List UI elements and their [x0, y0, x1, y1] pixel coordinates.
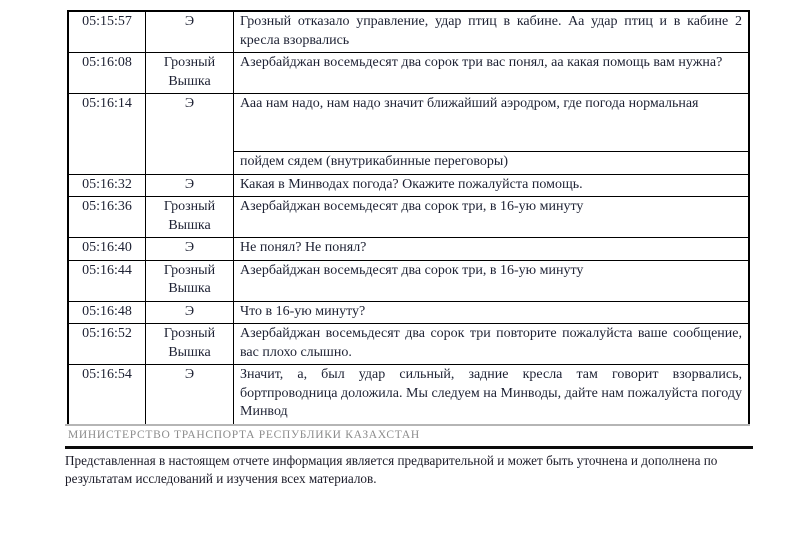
- message-text: Не понял? Не понял?: [240, 240, 367, 255]
- footer-top-rule: [65, 424, 750, 426]
- message-text: Какая в Минводах погода? Окажите пожалуйста помощь.: [240, 176, 583, 192]
- transcript-row: [69, 93, 748, 174]
- time-cell: 05:16:52: [69, 324, 146, 364]
- speaker-cell: Э: [146, 175, 234, 197]
- transcript-row: [69, 364, 748, 424]
- message-text: Азербайджан восемьдесят два сорок три, в 16-ую минуту: [240, 199, 584, 214]
- message-text: Что в 16-ую минуту?: [240, 303, 366, 319]
- time-cell: 05:16:08: [69, 53, 146, 93]
- time-cell: 05:16:14: [69, 94, 146, 174]
- message-text: Азербайджан восемьдесят два сорок три, в 16-ую минуту: [240, 262, 584, 278]
- message-cell-group: [234, 365, 748, 424]
- speaker-cell: Э: [146, 302, 234, 324]
- message-text: Азербайджан восемьдесят два сорок три вас понял, аа какая помощь вам нужна?: [240, 55, 723, 70]
- message-cell-group: [234, 197, 748, 237]
- message-cell-group: [234, 324, 748, 364]
- message-cell-group: [234, 94, 748, 174]
- time-cell: 05:16:44: [69, 261, 146, 301]
- speaker-cell: Э: [146, 94, 234, 174]
- transcript-row: [69, 301, 748, 324]
- message-cell-group: [234, 238, 748, 260]
- transcript-row: [69, 323, 748, 364]
- time-cell: 05:15:57: [69, 12, 146, 52]
- speaker-cell: Грозный Вышка: [146, 53, 234, 93]
- transcript-table: [67, 10, 750, 426]
- time-cell: 05:16:40: [69, 238, 146, 260]
- message-text: Азербайджан восемьдесят два сорок три повторите пожалуйста ваше сообщение, вас плохо слышно.: [240, 326, 742, 360]
- time-cell: 05:16:36: [69, 197, 146, 237]
- message-text: Грозный отказало управление, удар птиц в кабине. Аа удар птиц и в кабине 2 кресла взорвались: [240, 14, 742, 48]
- speaker-cell: Грозный Вышка: [146, 324, 234, 364]
- message-cell-group: [234, 261, 748, 301]
- time-cell: 05:16:32: [69, 175, 146, 197]
- transcript-row: [69, 260, 748, 301]
- ministry-title: МИНИСТЕРСТВО ТРАНСПОРТА РЕСПУБЛИКИ КАЗАХСТАН: [68, 429, 420, 441]
- speaker-cell: Грозный Вышка: [146, 197, 234, 237]
- speaker-cell: Э: [146, 12, 234, 52]
- time-cell: 05:16:54: [69, 365, 146, 424]
- transcript-row: [69, 52, 748, 93]
- speaker-cell: Э: [146, 365, 234, 424]
- message-cell-group: [234, 12, 748, 52]
- disclaimer-note: Представленная в настоящем отчете информация является предварительной и может быть уточнена и дополнена по результатам исследований и изучения всех материалов.: [65, 453, 718, 486]
- message-text: пойдем сядем (внутрикабинные переговоры): [234, 151, 748, 174]
- transcript-row: [69, 174, 748, 197]
- transcript-row: [69, 196, 748, 237]
- message-text: Значит, а, был удар сильный, задние кресла там говорит взорвались, бортпроводница доложила. Мы следуем на Минводы, дайте нам пожалуйста погоду Минвод: [240, 367, 742, 419]
- speaker-cell: Э: [146, 238, 234, 260]
- message-text: Ааа нам надо, нам надо значит ближайший аэродром, где погода нормальная: [240, 96, 699, 111]
- time-cell: 05:16:48: [69, 302, 146, 324]
- speaker-cell: Грозный Вышка: [146, 261, 234, 301]
- transcript-row: [69, 12, 748, 52]
- message-cell-group: [234, 53, 748, 93]
- footer-divider-rule: [65, 446, 753, 449]
- message-cell-group: [234, 302, 748, 324]
- message-cell-group: [234, 175, 748, 197]
- transcript-row: [69, 237, 748, 260]
